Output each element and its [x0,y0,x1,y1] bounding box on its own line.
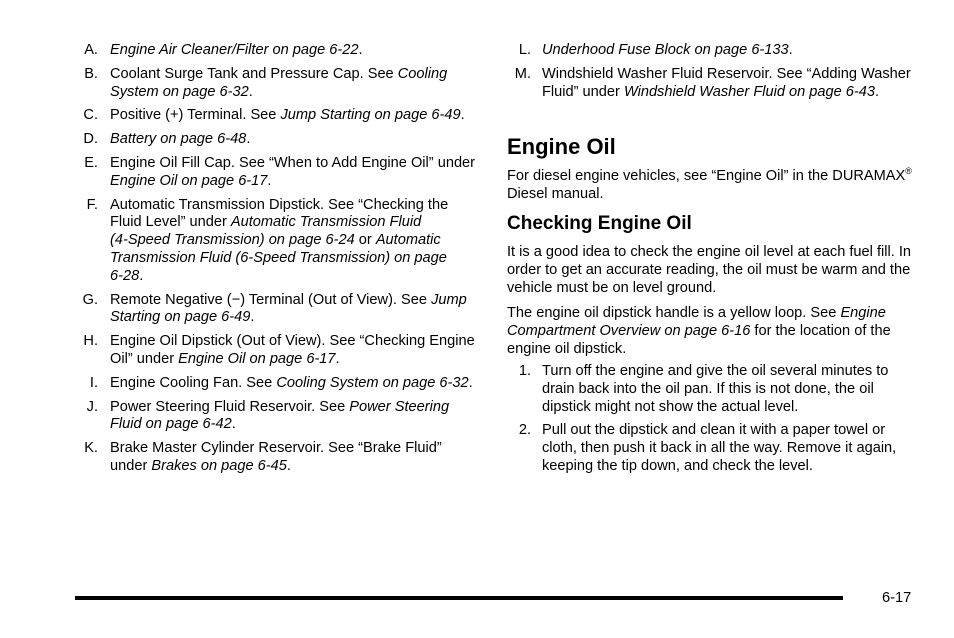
callout-text [98,333,478,369]
callout-text-part: or [354,232,376,249]
callout-text-part: Brake Master Cylinder Reservoir. See “Brake Fluid” under [110,440,442,474]
step-text: Turn off the engine and give the oil several minutes to drain back into the oil pan. If this is not done, the oil dipstick might not show the actual level. [542,363,889,415]
para2-text-end: for the location of the engine oil dipstick. [507,322,891,357]
callout-text-part: . [460,107,465,124]
callout-text [98,66,478,102]
cross-reference-link[interactable]: Automatic Transmission Fluid (4‑Speed Transmission) on page 6‑24 [110,214,422,249]
callout-text-part: . [468,374,473,391]
callout-text-part: . [875,83,880,100]
callout-text [98,155,478,191]
cross-reference-link[interactable]: Power Steering Fluid on page 6‑42 [110,398,450,433]
callout-letter: H. [83,333,98,350]
callout-text-part: Engine Oil Dipstick (Out of View). See “Checking Engine Oil” under [110,333,475,367]
callout-letter: E. [84,154,98,171]
callout-letter: L. [518,42,531,58]
left-column [78,42,478,482]
cross-reference-link[interactable]: Engine Oil on page 6‑17 [178,350,336,367]
callout-text-part: . [267,172,272,189]
section-heading: Engine Oil [507,134,616,159]
callout-text [531,42,917,60]
cross-reference-link[interactable]: Engine Air Cleaner/Filter on page 6‑22 [110,42,359,58]
cross-reference-link[interactable]: Jump Starting on page 6‑49 [110,291,467,326]
cross-reference-link[interactable]: Engine Oil on page 6‑17 [110,172,268,189]
intro-paragraph [507,168,917,204]
intro-text: For diesel engine vehicles, see “Engine Oil” in the DURAMAX [507,168,906,184]
callout-letter: J. [86,398,98,415]
callout-text-part: Engine Cooling Fan. See [110,374,277,391]
callout-text [98,399,478,435]
callout-letter: I. [89,374,98,391]
callout-letter: F. [86,196,98,213]
callout-text-part: Positive (+) Terminal. See [110,107,281,124]
step-number: 1. [518,363,531,379]
callout-list-continued [507,42,917,101]
callout-text-part: Remote Negative (−) Terminal (Out of View). See [110,291,432,308]
callout-text-part: Windshield Washer Fluid Reservoir. See “Adding Washer Fluid” under [542,65,911,100]
callout-letter: B. [84,65,98,82]
callout-text [98,197,478,286]
callout-text-part: Power Steering Fluid Reservoir. See [110,398,350,415]
callout-text-part: . [231,416,236,433]
cross-reference-link[interactable]: Engine Compartment Overview on page 6‑16 [507,305,886,339]
callout-item [507,66,917,102]
para2-text: The engine oil dipstick handle is a yellow loop. See [507,305,841,321]
callout-text [531,66,917,102]
step-number: 2. [518,422,531,439]
right-column [507,42,917,474]
cross-reference-link[interactable]: Underhood Fuse Block on page 6‑133 [542,42,789,58]
callout-text-part: Coolant Surge Tank and Pressure Cap. See [110,65,398,82]
callout-item [78,66,478,102]
cross-reference-link[interactable]: Brakes on page 6‑45 [151,457,287,474]
footer-rule [75,596,843,600]
callout-letter: M. [514,65,531,82]
paragraph-dipstick-location [507,305,917,358]
callout-item [78,399,478,435]
callout-item [78,107,478,125]
callout-item [78,375,478,393]
callout-text-part: . [286,457,291,474]
steps-list [507,363,917,482]
callout-text-part: . [248,83,253,100]
callout-text-part: Engine Oil Fill Cap. See “When to Add Engine Oil” under [110,154,476,171]
callout-letter: G. [82,291,98,308]
callout-text-part: . [358,42,363,58]
callout-item [78,197,478,286]
cross-reference-link[interactable]: Jump Starting on page 6‑49 [280,107,461,124]
callout-text [98,292,478,328]
cross-reference-link[interactable]: Cooling System on page 6‑32 [276,374,469,391]
callout-item [507,42,917,60]
step-item [507,422,917,475]
callout-text-part: . [788,42,793,58]
callout-item [78,155,478,191]
cross-reference-link[interactable]: Automatic Transmission Fluid (6‑Speed Transmission) on page 6‑28 [110,232,447,284]
callout-letter: A. [84,42,98,58]
cross-reference-link[interactable]: Battery on page 6‑48 [110,131,247,148]
callout-item [78,131,478,149]
intro-text-end: Diesel manual. [507,185,604,202]
callout-text-part: . [250,309,255,326]
callout-item [78,440,478,476]
callout-item [78,42,478,60]
registered-mark: ® [905,166,912,177]
callout-text-part: . [246,131,251,148]
callout-text [98,107,478,125]
page-number: 6-17 [882,590,912,606]
step-text: Pull out the dipstick and clean it with a paper towel or cloth, then push it back in all the way. Remove it again, keeping the tip down, and check the level. [542,422,897,474]
callout-item [78,333,478,369]
step-item [507,363,917,416]
callout-letter: C. [83,107,98,124]
callout-item [78,292,478,328]
callout-letter: D. [83,131,98,148]
callout-text-part: . [139,267,144,284]
subsection-heading: Checking Engine Oil [507,213,692,234]
cross-reference-link[interactable]: Cooling System on page 6‑32 [110,65,448,100]
callout-text [98,440,478,476]
paragraph-check-level: It is a good idea to check the engine oil level at each fuel fill. In order to get an accurate reading, the oil must be warm and the vehicle must be on level ground. [507,244,912,296]
callout-letter: K. [84,440,98,457]
callout-text-part: Automatic Transmission Dipstick. See “Checking the Fluid Level” under [110,196,449,231]
callout-text [98,131,478,149]
cross-reference-link[interactable]: Windshield Washer Fluid on page 6‑43 [623,83,876,100]
callout-text-part: . [335,350,340,367]
callout-text [98,42,478,60]
callout-text [98,375,478,393]
